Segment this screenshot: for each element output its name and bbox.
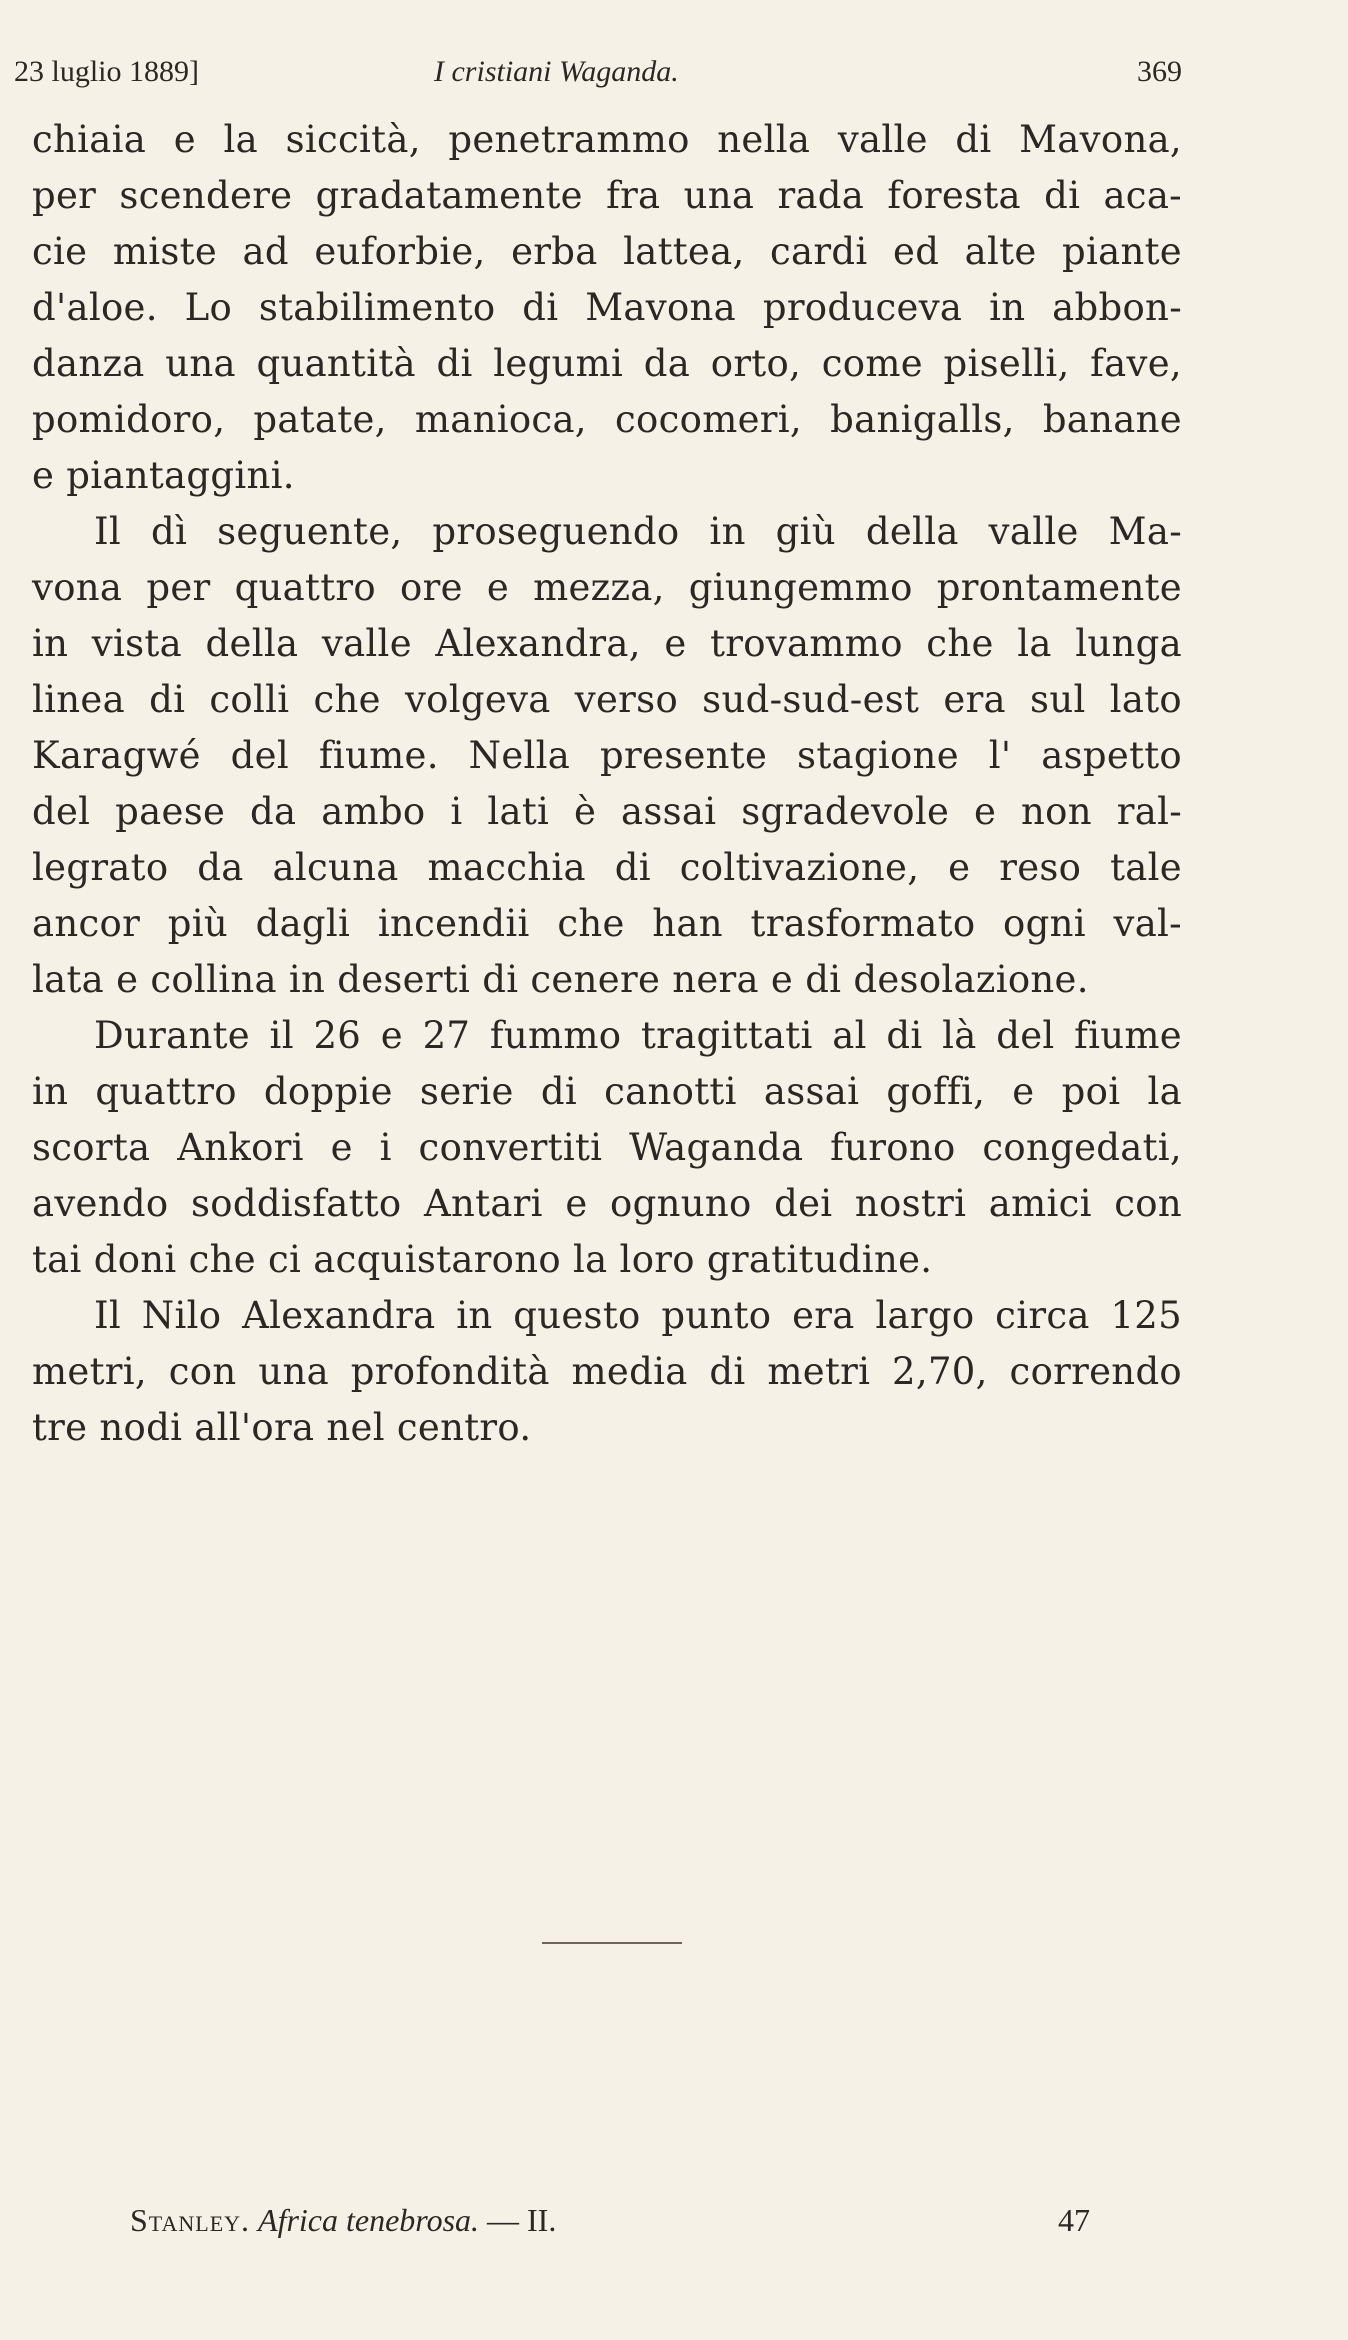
footer-book-title: Africa tenebrosa.	[258, 2202, 480, 2238]
body-text	[32, 112, 1182, 1456]
text-line: tai doni che ci acquistarono la loro gratitudine.	[32, 1238, 933, 1281]
footer-signature	[130, 2195, 1090, 2245]
text-line: in vista della valle Alexandra, e trovammo che la lunga	[32, 622, 1182, 665]
text-line: cie miste ad euforbie, erba lattea, cardi ed alte piante	[32, 230, 1182, 273]
sheet-number: 47	[1058, 2202, 1090, 2238]
text-line: Il Nilo Alexandra in questo punto era largo circa 125	[94, 1294, 1182, 1337]
text-line: legrato da alcuna macchia di coltivazione, e reso tale	[32, 846, 1182, 889]
text-line: danza una quantità di legumi da orto, come piselli, fave,	[32, 342, 1182, 385]
text-line: avendo soddisfatto Antari e ognuno dei nostri amici con	[32, 1182, 1182, 1225]
text-line: lata e collina in deserti di cenere nera e di desolazione.	[32, 958, 1089, 1001]
header-title: I cristiani Waganda.	[434, 55, 679, 88]
running-header	[14, 48, 1182, 96]
text-line: per scendere gradatamente fra una rada foresta di aca-	[32, 174, 1182, 217]
text-line: metri, con una profondità media di metri 2,70, correndo	[32, 1350, 1182, 1393]
text-line: ancor più dagli incendii che han trasformato ogni val-	[32, 902, 1182, 945]
text-line: pomidoro, patate, manioca, cocomeri, banigalls, banane	[32, 398, 1182, 441]
text-line: e piantaggini.	[32, 454, 295, 497]
header-date: 23 luglio 1889]	[14, 55, 199, 88]
text-line: Durante il 26 e 27 fummo tragittati al di là del fiume	[94, 1014, 1182, 1057]
text-line: chiaia e la siccità, penetrammo nella valle di Mavona,	[32, 118, 1182, 161]
text-line: d'aloe. Lo stabilimento di Mavona produceva in abbon-	[32, 286, 1182, 329]
section-divider	[542, 1942, 682, 1944]
text-line: in quattro doppie serie di canotti assai goffi, e poi la	[32, 1070, 1182, 1113]
signature-line	[130, 2195, 556, 2245]
text-line: tre nodi all'ora nel centro.	[32, 1406, 532, 1449]
footer-dash: —	[487, 2202, 520, 2238]
footer-author: Stanley.	[130, 2202, 251, 2238]
page-number: 369	[1137, 55, 1182, 88]
text-line: Karagwé del fiume. Nella presente stagione l' aspetto	[32, 734, 1182, 777]
text-line: Il dì seguente, proseguendo in giù della valle Ma-	[94, 510, 1182, 553]
text-line: del paese da ambo i lati è assai sgradevole e non ral-	[32, 790, 1182, 833]
footer-volume: II.	[527, 2202, 557, 2238]
text-line: vona per quattro ore e mezza, giungemmo prontamente	[32, 566, 1182, 609]
text-line: scorta Ankori e i convertiti Waganda furono congedati,	[32, 1126, 1182, 1169]
text-line: linea di colli che volgeva verso sud-sud-est era sul lato	[32, 678, 1182, 721]
